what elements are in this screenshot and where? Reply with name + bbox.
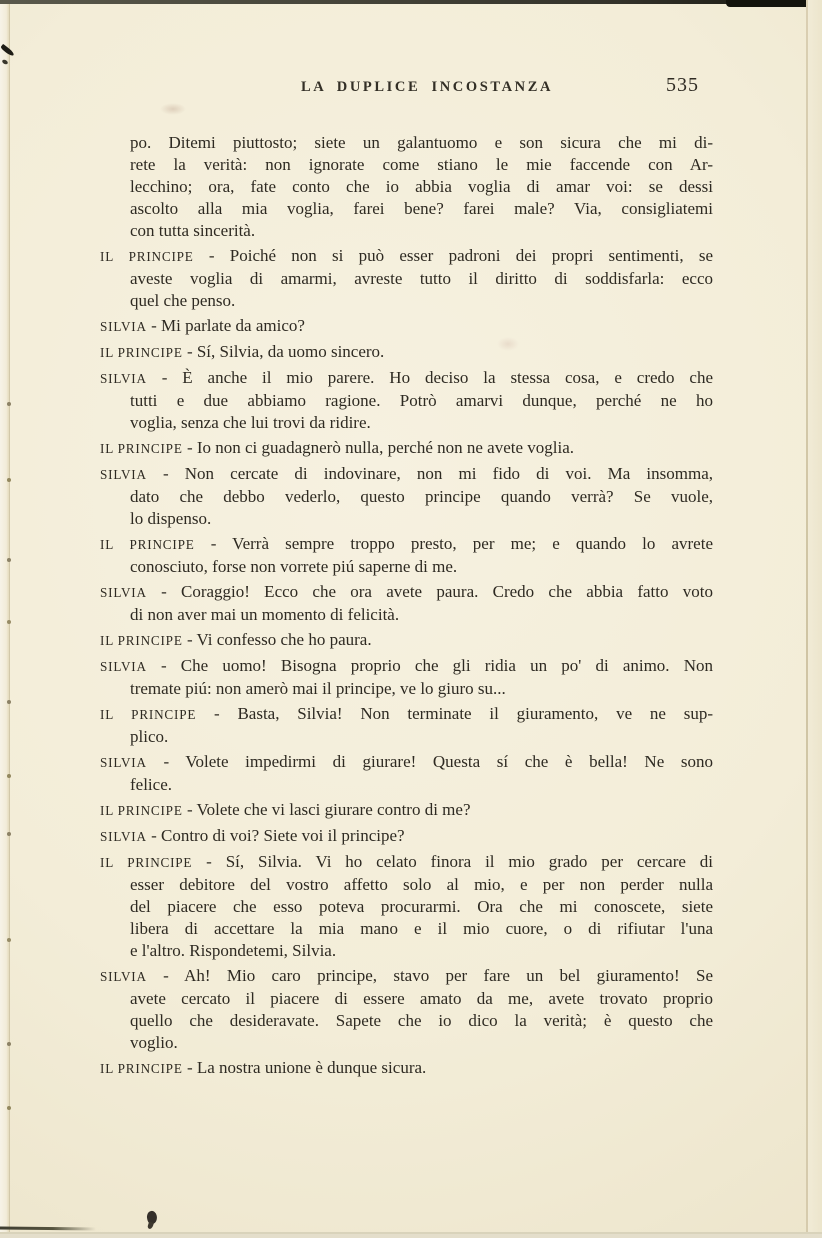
dialogue-line: SILVIA - Volete impedirmi di giurare! Questa sí che è bella! Ne sono [100, 752, 713, 771]
page-edge-left [0, 0, 10, 1238]
dialogue-line: SILVIA - Non cercate di indovinare, non mi fido di voi. Ma insomma, [100, 464, 713, 483]
dialogue-line: di non aver mai un momento di felicità. [130, 605, 400, 624]
speaker-label: IL PRINCIPE [100, 441, 183, 456]
dialogue-line: SILVIA - Coraggio! Ecco che ora avete paura. Credo che abbia fatto voto [100, 582, 713, 601]
dialogue-line: IL PRINCIPE - Vi confesso che ho paura. [100, 630, 372, 649]
dialogue-line: SILVIA - È anche il mio parere. Ho deciso la stessa cosa, e credo che [100, 368, 713, 387]
speaker-label: IL PRINCIPE [100, 249, 194, 264]
dialogue-line: tutti e due abbiamo ragione. Potrò amarvi dunque, perché ne ho [130, 391, 713, 410]
dialogue-line: SILVIA - Mi parlate da amico? [100, 316, 305, 335]
dialogue-line: lo dispenso. [130, 509, 212, 528]
page-edge-bottom-left [0, 1226, 96, 1230]
dialogue-line: voglia, senza che lui trovi da ridire. [130, 413, 371, 432]
dialogue-line: SILVIA - Ah! Mio caro principe, stavo per fare un bel giuramento! Se [100, 966, 713, 985]
dialogue-paragraph [100, 341, 713, 364]
binding-stitch-ticks [7, 402, 11, 406]
dialogue-line: libera di accettare la mia mano e il mio cuore, o di rifiutar l'una [130, 919, 713, 938]
speaker-label: SILVIA [100, 585, 147, 600]
speaker-label: SILVIA [100, 969, 147, 984]
dialogue-line: IL PRINCIPE - La nostra unione è dunque sicura. [100, 1058, 427, 1077]
stain-smudge-top [160, 103, 186, 115]
dialogue-line: voglio. [130, 1033, 178, 1052]
dialogue-line: quel che penso. [130, 291, 236, 310]
speaker-label: SILVIA [100, 829, 147, 844]
page-edge-top [0, 0, 822, 4]
dialogue-line: plico. [130, 727, 169, 746]
speaker-label: IL PRINCIPE [100, 855, 193, 870]
page-number: 535 [666, 74, 699, 96]
dialogue-line: po. Ditemi piuttosto; siete un galantuomo e son sicura che mi di- [130, 133, 713, 152]
speaker-label: SILVIA [100, 755, 147, 770]
speaker-label: SILVIA [100, 659, 147, 674]
dialogue-line: dato che debbo vederlo, questo principe quando verrà? Se vuole, [130, 487, 713, 506]
dialogue-line: IL PRINCIPE - Sí, Silvia. Vi ho celato finora il mio grado per cercare di [100, 852, 713, 871]
dialogue-line: del piacere che esso poteva procurarmi. Ora che mi conoscete, siete [130, 897, 713, 916]
dialogue-line: IL PRINCIPE - Volete che vi lasci giurare contro di me? [100, 800, 471, 819]
dialogue-line: avete cercato il piacere di essere amato da me, avete trovato proprio [130, 989, 713, 1008]
speaker-label: SILVIA [100, 467, 147, 482]
dialogue-line: IL PRINCIPE - Poiché non si può esser padroni dei propri sentimenti, se [100, 246, 713, 265]
dialogue-line: IL PRINCIPE - Io non ci guadagnerò nulla, perché non ne avete voglia. [100, 438, 575, 457]
dialogue-paragraph [100, 463, 713, 530]
dialogue-line: SILVIA - Contro di voi? Siete voi il principe? [100, 826, 405, 845]
dialogue [100, 132, 713, 1080]
dialogue-line: IL PRINCIPE - Verrà sempre troppo presto, per me; e quando lo avrete [100, 534, 713, 553]
dialogue-paragraph [100, 245, 713, 312]
page-edge-bottom [0, 1234, 822, 1238]
dialogue-line: e l'altro. Rispondetemi, Silvia. [130, 941, 337, 960]
dialogue-line: aveste voglia di amarmi, avreste tutto il diritto di soddisfarla: ecco [130, 269, 713, 288]
dialogue-paragraph [100, 437, 713, 460]
speaker-label: IL PRINCIPE [100, 707, 197, 722]
ink-mark-bottom-tail [147, 1221, 154, 1229]
dialogue-line: tremate piú: non amerò mai il principe, ve lo giuro su... [130, 679, 506, 698]
dialogue-paragraph [100, 581, 713, 626]
page-edge-right [808, 0, 822, 1238]
dialogue-paragraph [100, 629, 713, 652]
speaker-label: IL PRINCIPE [100, 803, 183, 818]
dialogue-paragraph [100, 965, 713, 1054]
speaker-label: IL PRINCIPE [100, 1061, 183, 1076]
dialogue-line: conosciuto, forse non vorrete piú saperne di me. [130, 557, 458, 576]
dialogue-paragraph [100, 1057, 713, 1080]
dialogue-line: esser debitore del vostro affetto solo al mio, e per non perder nulla [130, 875, 713, 894]
dialogue-paragraph [100, 799, 713, 822]
dialogue-paragraph [100, 851, 713, 962]
dialogue-paragraph [100, 132, 713, 242]
dialogue-paragraph [100, 825, 713, 848]
dialogue-line: con tutta sincerità. [130, 221, 256, 240]
dialogue-line: IL PRINCIPE - Basta, Silvia! Non terminate il giuramento, ve ne sup- [100, 704, 713, 723]
dialogue-paragraph [100, 315, 713, 338]
dialogue-line: ascolto alla mia voglia, farei bene? farei male? Via, consigliatemi [130, 199, 713, 218]
running-title: LA DUPLICE INCOSTANZA [301, 79, 554, 95]
dialogue-paragraph [100, 367, 713, 434]
dialogue-paragraph [100, 533, 713, 578]
dialogue-line: felice. [130, 775, 172, 794]
dialogue-line: quello che desideravate. Sapete che io dico la verità; è questo che [130, 1011, 713, 1030]
dialogue-line: IL PRINCIPE - Sí, Silvia, da uomo sincero. [100, 342, 385, 361]
speaker-label: SILVIA [100, 319, 147, 334]
speaker-label: SILVIA [100, 371, 147, 386]
dialogue-paragraph [100, 655, 713, 700]
dialogue-line: rete la verità: non ignorate come stiano le mie faccende con Ar- [130, 155, 713, 174]
dialogue-line: SILVIA - Che uomo! Bisogna proprio che gli ridia un po' di animo. Non [100, 656, 713, 675]
speaker-label: IL PRINCIPE [100, 633, 183, 648]
dialogue-paragraph [100, 703, 713, 748]
speaker-label: IL PRINCIPE [100, 345, 183, 360]
speaker-label: IL PRINCIPE [100, 537, 195, 552]
dialogue-paragraph [100, 751, 713, 796]
dialogue-line: lecchino; ora, fate conto che io abbia voglia di amar voi: se dessi [130, 177, 713, 196]
